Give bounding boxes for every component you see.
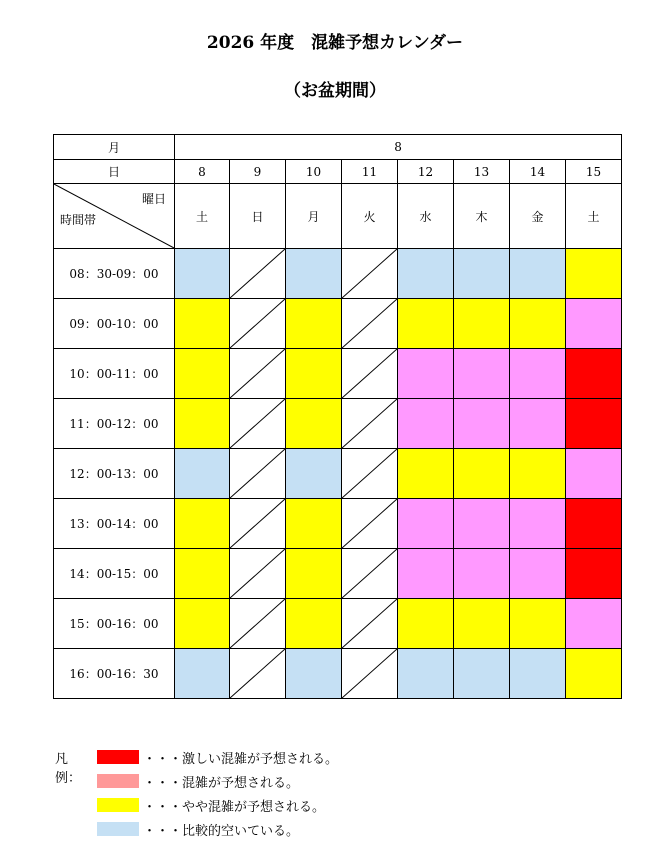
timeslot-row bbox=[54, 599, 622, 649]
closed-diagonal-line bbox=[230, 299, 285, 348]
congestion-cell-crowded bbox=[398, 399, 454, 449]
date-header: 15 bbox=[566, 160, 622, 184]
timeslot-row bbox=[54, 349, 622, 399]
closed-diagonal-line bbox=[342, 499, 397, 548]
legend-text: ・・・混雑が予想される。 bbox=[143, 776, 300, 791]
congestion-cell-quiet bbox=[286, 649, 342, 699]
congestion-cell-quiet bbox=[286, 249, 342, 299]
date-header: 11 bbox=[342, 160, 398, 184]
date-header: 10 bbox=[286, 160, 342, 184]
closed-diagonal-line bbox=[230, 249, 285, 298]
congestion-cell-quiet bbox=[510, 249, 566, 299]
closed-cell bbox=[230, 649, 286, 699]
congestion-cell-very-crowded bbox=[566, 349, 622, 399]
congestion-cell-quiet bbox=[175, 649, 230, 699]
congestion-cell-quiet bbox=[454, 649, 510, 699]
timeslot-label-cell: 16：00-16：30 bbox=[54, 649, 175, 699]
weekday-header: 木 bbox=[454, 184, 510, 249]
closed-cell bbox=[342, 499, 398, 549]
closed-diagonal-line bbox=[342, 399, 397, 448]
closed-cell bbox=[230, 249, 286, 299]
congestion-cell-crowded bbox=[454, 549, 510, 599]
congestion-cell-crowded bbox=[510, 399, 566, 449]
timeslot-label-cell: 10：00-11：00 bbox=[54, 349, 175, 399]
congestion-calendar-table bbox=[53, 134, 622, 699]
congestion-cell-slightly-crowded bbox=[286, 299, 342, 349]
date-header: 9 bbox=[230, 160, 286, 184]
closed-diagonal-line bbox=[342, 299, 397, 348]
congestion-cell-slightly-crowded bbox=[175, 499, 230, 549]
timeslot-row bbox=[54, 499, 622, 549]
corner-header bbox=[54, 184, 175, 249]
congestion-cell-very-crowded bbox=[566, 499, 622, 549]
congestion-cell-slightly-crowded bbox=[566, 649, 622, 699]
closed-cell bbox=[230, 599, 286, 649]
legend-label: 凡例： bbox=[55, 752, 82, 786]
closed-diagonal-line bbox=[230, 449, 285, 498]
weekday-label: 曜日 bbox=[141, 192, 166, 206]
congestion-cell-quiet bbox=[398, 249, 454, 299]
closed-cell bbox=[230, 549, 286, 599]
legend-swatch bbox=[97, 750, 139, 764]
congestion-cell-crowded bbox=[398, 499, 454, 549]
congestion-cell-quiet bbox=[286, 449, 342, 499]
timeslot-label: 時間帯 bbox=[60, 213, 97, 227]
closed-diagonal-line bbox=[230, 549, 285, 598]
congestion-cell-crowded bbox=[566, 299, 622, 349]
timeslot-row bbox=[54, 649, 622, 699]
page-title: 2026 年度 混雑予想カレンダー bbox=[206, 33, 464, 53]
congestion-cell-slightly-crowded bbox=[286, 599, 342, 649]
timeslot-label-cell: 11：00-12：00 bbox=[54, 399, 175, 449]
closed-diagonal-line bbox=[230, 349, 285, 398]
legend-text: ・・・比較的空いている。 bbox=[143, 824, 300, 839]
closed-cell bbox=[342, 249, 398, 299]
congestion-cell-slightly-crowded bbox=[175, 399, 230, 449]
weekday-header: 月 bbox=[286, 184, 342, 249]
congestion-cell-crowded bbox=[454, 399, 510, 449]
closed-diagonal-line bbox=[230, 399, 285, 448]
date-header: 8 bbox=[175, 160, 230, 184]
congestion-cell-very-crowded bbox=[566, 399, 622, 449]
congestion-cell-slightly-crowded bbox=[398, 599, 454, 649]
closed-diagonal-line bbox=[342, 549, 397, 598]
congestion-cell-crowded bbox=[510, 549, 566, 599]
day-label: 日 bbox=[54, 160, 175, 184]
closed-cell bbox=[342, 299, 398, 349]
congestion-cell-slightly-crowded bbox=[286, 499, 342, 549]
legend-text: ・・・激しい混雑が予想される。 bbox=[143, 752, 339, 767]
weekday-header: 水 bbox=[398, 184, 454, 249]
legend-swatch bbox=[97, 798, 139, 812]
congestion-cell-crowded bbox=[398, 549, 454, 599]
congestion-cell-slightly-crowded bbox=[454, 449, 510, 499]
congestion-cell-very-crowded bbox=[566, 549, 622, 599]
closed-diagonal-line bbox=[230, 499, 285, 548]
congestion-cell-crowded bbox=[510, 349, 566, 399]
congestion-cell-slightly-crowded bbox=[286, 549, 342, 599]
congestion-cell-crowded bbox=[398, 349, 454, 399]
congestion-cell-slightly-crowded bbox=[454, 299, 510, 349]
congestion-cell-quiet bbox=[510, 649, 566, 699]
page-subtitle: （お盆期間） bbox=[284, 81, 386, 101]
closed-diagonal-line bbox=[230, 599, 285, 648]
legend-swatch bbox=[97, 774, 139, 788]
timeslot-row bbox=[54, 249, 622, 299]
closed-diagonal-line bbox=[342, 599, 397, 648]
legend-text: ・・・やや混雑が予想される。 bbox=[143, 800, 326, 815]
congestion-cell-crowded bbox=[510, 499, 566, 549]
timeslot-label-cell: 13：00-14：00 bbox=[54, 499, 175, 549]
closed-cell bbox=[342, 449, 398, 499]
timeslot-label-cell: 08：30-09：00 bbox=[54, 249, 175, 299]
weekday-header: 金 bbox=[510, 184, 566, 249]
closed-diagonal-line bbox=[230, 649, 285, 698]
timeslot-row bbox=[54, 549, 622, 599]
congestion-cell-slightly-crowded bbox=[454, 599, 510, 649]
closed-cell bbox=[342, 349, 398, 399]
congestion-cell-slightly-crowded bbox=[398, 299, 454, 349]
closed-diagonal-line bbox=[342, 649, 397, 698]
congestion-cell-slightly-crowded bbox=[566, 249, 622, 299]
closed-cell bbox=[230, 399, 286, 449]
congestion-cell-slightly-crowded bbox=[510, 449, 566, 499]
closed-cell bbox=[230, 299, 286, 349]
closed-cell bbox=[342, 549, 398, 599]
congestion-cell-quiet bbox=[175, 449, 230, 499]
timeslot-row bbox=[54, 299, 622, 349]
timeslot-label-cell: 14：00-15：00 bbox=[54, 549, 175, 599]
timeslot-label-cell: 09：00-10：00 bbox=[54, 299, 175, 349]
congestion-cell-crowded bbox=[566, 599, 622, 649]
congestion-cell-crowded bbox=[566, 449, 622, 499]
month-label: 月 bbox=[54, 135, 175, 160]
closed-cell bbox=[342, 649, 398, 699]
congestion-cell-slightly-crowded bbox=[510, 299, 566, 349]
congestion-cell-slightly-crowded bbox=[175, 599, 230, 649]
closed-cell bbox=[230, 349, 286, 399]
date-header: 14 bbox=[510, 160, 566, 184]
congestion-cell-slightly-crowded bbox=[175, 299, 230, 349]
timeslot-label-cell: 12：00-13：00 bbox=[54, 449, 175, 499]
congestion-cell-crowded bbox=[454, 499, 510, 549]
timeslot-row bbox=[54, 449, 622, 499]
congestion-cell-quiet bbox=[398, 649, 454, 699]
month-value: 8 bbox=[175, 135, 622, 160]
congestion-cell-quiet bbox=[175, 249, 230, 299]
congestion-cell-slightly-crowded bbox=[286, 399, 342, 449]
congestion-cell-crowded bbox=[454, 349, 510, 399]
congestion-cell-slightly-crowded bbox=[286, 349, 342, 399]
congestion-cell-quiet bbox=[454, 249, 510, 299]
weekday-header: 土 bbox=[175, 184, 230, 249]
congestion-cell-slightly-crowded bbox=[175, 349, 230, 399]
congestion-cell-slightly-crowded bbox=[510, 599, 566, 649]
timeslot-row bbox=[54, 399, 622, 449]
closed-cell bbox=[342, 599, 398, 649]
timeslot-label-cell: 15：00-16：00 bbox=[54, 599, 175, 649]
closed-diagonal-line bbox=[342, 349, 397, 398]
closed-cell bbox=[230, 499, 286, 549]
congestion-cell-slightly-crowded bbox=[175, 549, 230, 599]
closed-diagonal-line bbox=[342, 249, 397, 298]
date-header: 12 bbox=[398, 160, 454, 184]
closed-cell bbox=[342, 399, 398, 449]
weekday-header: 日 bbox=[230, 184, 286, 249]
date-header: 13 bbox=[454, 160, 510, 184]
congestion-cell-slightly-crowded bbox=[398, 449, 454, 499]
closed-diagonal-line bbox=[342, 449, 397, 498]
weekday-header: 土 bbox=[566, 184, 622, 249]
weekday-header: 火 bbox=[342, 184, 398, 249]
closed-cell bbox=[230, 449, 286, 499]
legend-swatch bbox=[97, 822, 139, 836]
